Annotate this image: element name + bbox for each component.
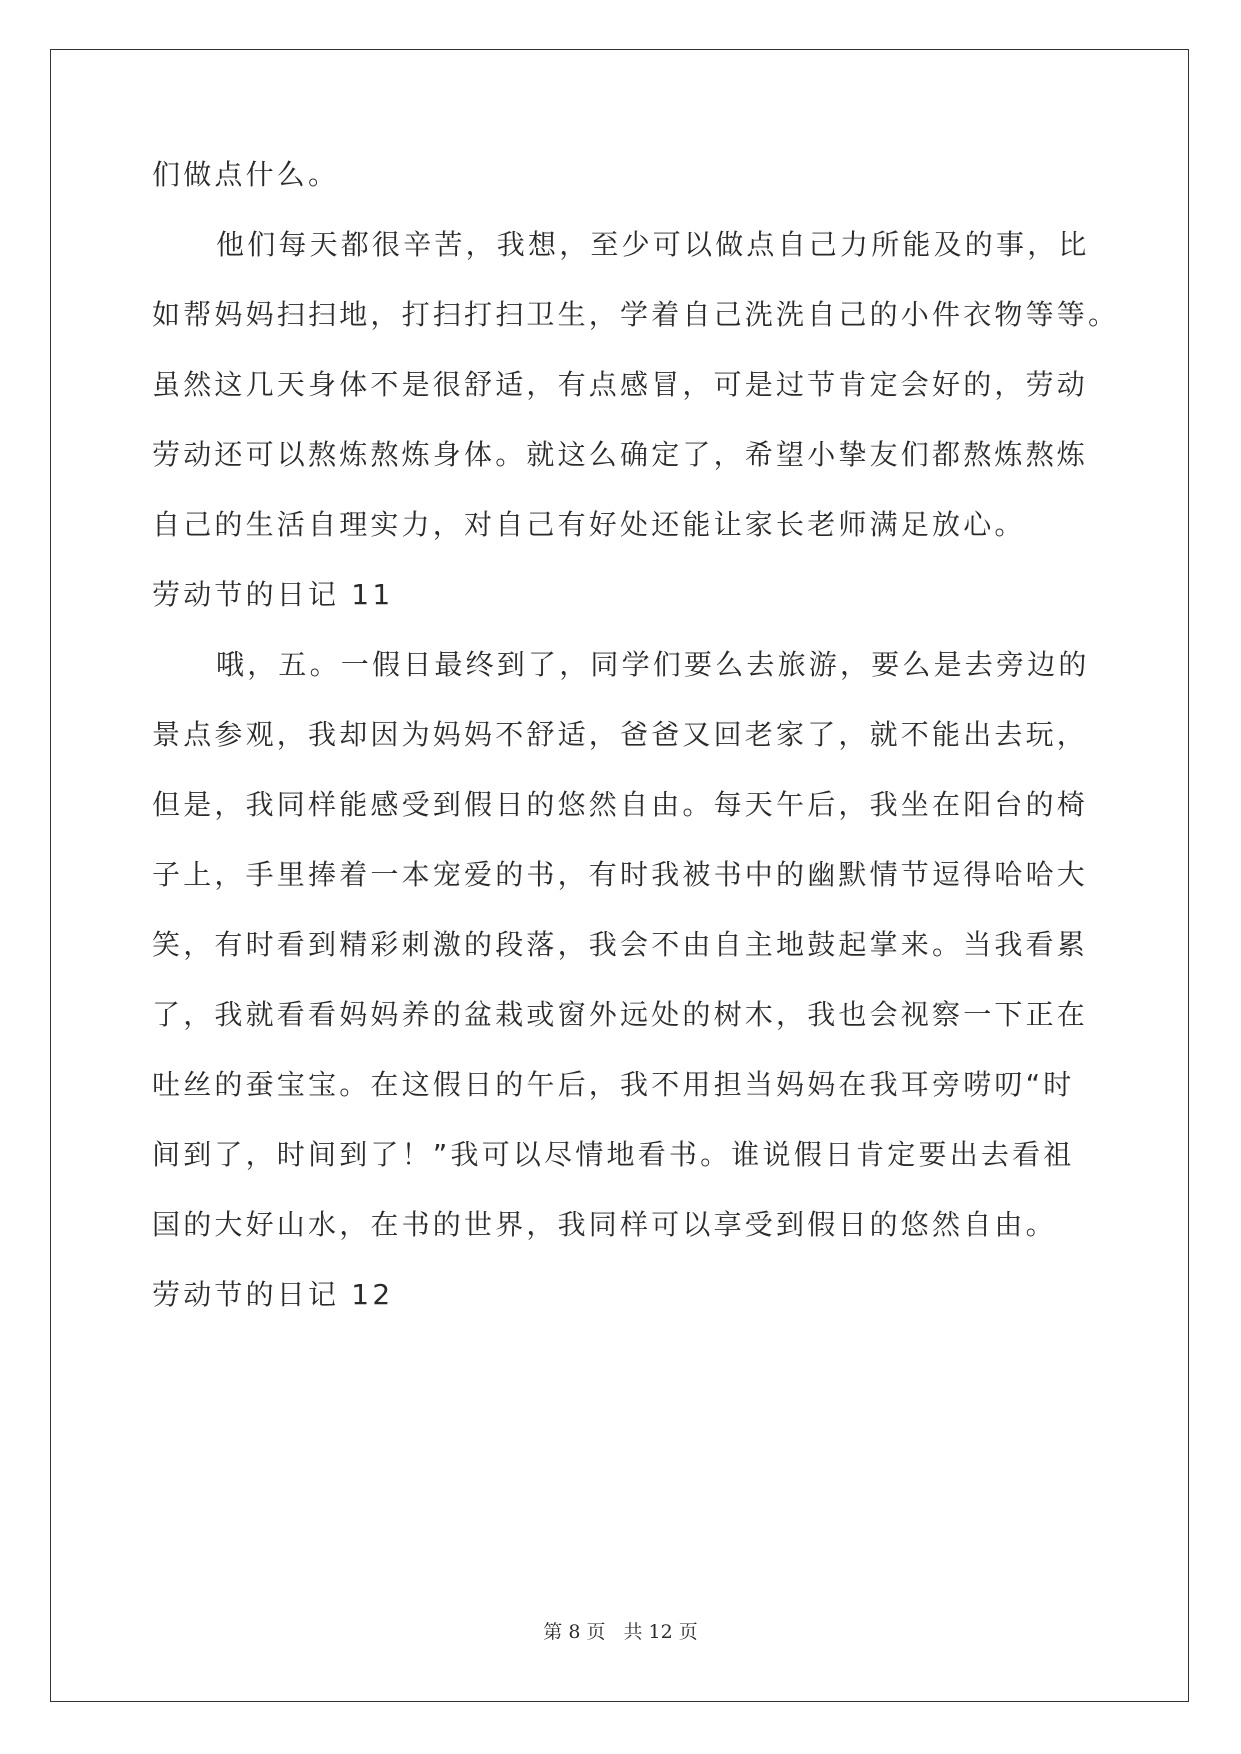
text-line-8: 哦，五。一假日最终到了，同学们要么去旅游，要么是去旁边的	[216, 648, 1090, 681]
text-line-15: 间到了，时间到了！”我可以尽情地看书。谁说假日肯定要出去看祖	[152, 1138, 1075, 1171]
text-line-10: 但是，我同样能感受到假日的悠然自由。每天午后，我坐在阳台的椅	[152, 788, 1089, 821]
text-line-5: 劳动还可以熬炼熬炼身体。就这么确定了，希望小挚友们都熬炼熬炼	[152, 438, 1089, 471]
section-heading-12: 劳动节的日记 12	[152, 1278, 394, 1311]
page-total: 共 12 页	[623, 1621, 698, 1643]
text-line-6: 自己的生活自理实力，对自己有好处还能让家长老师满足放心。	[152, 508, 1026, 541]
section-heading-11: 劳动节的日记 11	[152, 578, 394, 611]
text-line-13: 了，我就看看妈妈养的盆栽或窗外远处的树木，我也会视察一下正在	[152, 998, 1089, 1031]
text-line-11: 子上，手里捧着一本宠爱的书，有时我被书中的幽默情节逗得哈哈大	[152, 858, 1089, 891]
text-line-2: 他们每天都很辛苦，我想，至少可以做点自己力所能及的事，比	[216, 228, 1090, 261]
text-line-3: 如帮妈妈扫扫地，打扫打扫卫生，学着自己洗洗自己的小件衣物等等。	[152, 298, 1120, 331]
text-line-9: 景点参观，我却因为妈妈不舒适，爸爸又回老家了，就不能出去玩，	[152, 718, 1089, 751]
text-line-16: 国的大好山水，在书的世界，我同样可以享受到假日的悠然自由。	[152, 1208, 1057, 1241]
page-number: 第 8 页	[543, 1621, 606, 1643]
text-line-1: 们做点什么。	[152, 158, 340, 191]
text-line-4: 虽然这几天身体不是很舒适，有点感冒，可是过节肯定会好的，劳动	[152, 368, 1089, 401]
text-line-14: 吐丝的蚕宝宝。在这假日的午后，我不用担当妈妈在我耳旁唠叨“时	[152, 1068, 1075, 1101]
text-line-12: 笑，有时看到精彩刺激的段落，我会不由自主地鼓起掌来。当我看累	[152, 928, 1089, 961]
page-footer	[0, 1620, 1241, 1644]
